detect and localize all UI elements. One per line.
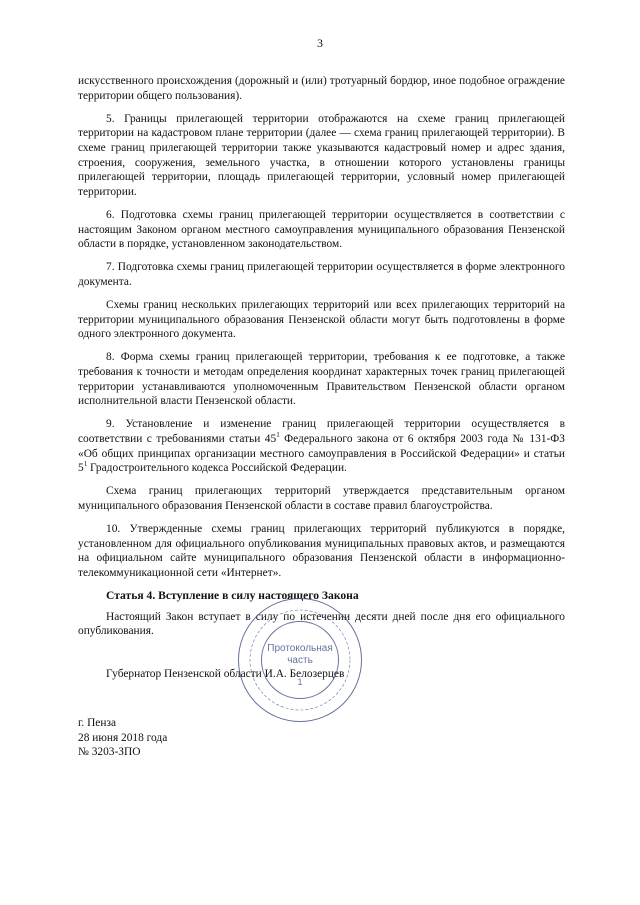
paragraph-continuation: искусственного происхождения (дорожный и (или) тротуарный бордюр, иное подобное ограждение территории общего пользования). [78, 75, 565, 102]
paragraph-10: 10. Утвержденные схемы границ прилегающих территорий публикуются в порядке, установленном для официального опубликования муниципальных правовых актов, и размещаются на официальном сайте муниципального образования Пензенской области в информационно-телекоммуникационной сети «Интернет». [78, 523, 565, 579]
article-heading: Статья 4. Вступление в силу настоящего Закона [106, 589, 359, 603]
paragraph-9-part1: 9. Установление и изменение границ прилегающей территории осуществляется в соответствии с требованиями статьи 45 [78, 418, 565, 446]
footer-city: г. Пенза [78, 717, 117, 729]
paragraph-7: 7. Подготовка схемы границ прилегающей территории осуществляется в форме электронного документа. [78, 261, 565, 288]
paragraph-9 [78, 417, 565, 475]
seal-label [253, 643, 347, 667]
paragraph-9-note: Схема границ прилегающих территорий утверждается представительным органом муниципального образования Пензенской области в составе правил благоустройства. [78, 485, 565, 512]
document-footer [78, 716, 167, 760]
seal-number: 1 [297, 677, 303, 687]
superscript: 1 [276, 431, 280, 440]
official-seal-stamp [238, 598, 362, 722]
article-text: Настоящий Закон вступает в силу по истечении десяти дней после дня его официального опубликования. [78, 610, 565, 638]
paragraph-7-note: Схемы границ нескольких прилегающих территорий или всех прилегающих территорий на территории муниципального образования Пензенской области могут быть подготовлены в форме одного электронного документа. [78, 299, 565, 341]
paragraph-8: 8. Форма схемы границ прилегающей территории, требования к ее подготовке, а также требования к точности и методам определения координат характерных точек границ прилегающей территории устанавливаются уполномоченным Правительством Пензенской области органом исполнительной власти Пензенской области. [78, 351, 565, 408]
seal-label-line1: Протокольная [267, 643, 333, 654]
superscript: 1 [83, 460, 88, 469]
paragraph-6: 6. Подготовка схемы границ прилегающей территории осуществляется в соответствии с настоящим Законом органом местного самоуправления муниципального образования Пензенской области в порядке, установленном законодательством. [78, 208, 565, 251]
signature-line: Губернатор Пензенской области И.А. Белозерцев [106, 667, 345, 680]
paragraph-9-part2: Федерального закона от 6 октября 2003 года № 131-ФЗ «Об общих принципах организации местного самоуправления в Российской Федерации» и статьи 5 [78, 433, 566, 475]
page-number: 3 [317, 36, 323, 50]
document-body [78, 74, 565, 690]
footer-number: № 3203-ЗПО [78, 746, 141, 759]
seal-label-line2: часть [287, 655, 313, 666]
paragraph-9-part3: Градостроительного кодекса Российской Федерации. [87, 462, 347, 475]
footer-date: 28 июня 2018 года [78, 731, 168, 744]
paragraph-5: 5. Границы прилегающей территории отображаются на схеме границ прилегающей территории на кадастровом плане территории (далее — схема границ прилегающей территории). В схеме границ прилегающей территории также указываются кадастровый номер и адрес здания, строения, сооружения, земельного участка, в отношении которого установлены границы прилегающей территории, площадь прилегающей территории, условный номер прилегающей территории. [78, 112, 565, 198]
